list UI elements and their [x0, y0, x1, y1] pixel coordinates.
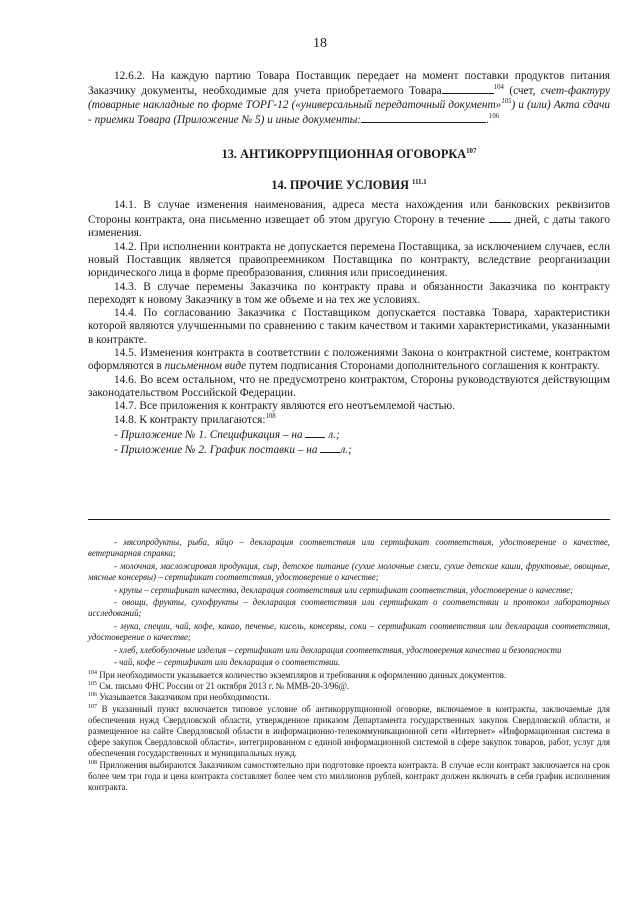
clause-14-5-end: путем подписания Сторонами дополнительного соглашения к контракту.: [249, 360, 600, 373]
attachment-1-suffix: л.;: [328, 428, 340, 441]
attachment-1-label: - Приложение № 1. Спецификация – на: [114, 428, 303, 441]
contract-body: [88, 70, 610, 457]
section-14-title: 14. ПРОЧИЕ УСЛОВИЯ: [271, 178, 409, 193]
clause-14-3: 14.3. В случае перемены Заказчика по контракту права и обязанности Заказчика по контракту переходят к новому Заказчику в том же объеме и на тех же условиях.: [88, 280, 610, 306]
footnote-105: [88, 681, 610, 692]
clause-14-7: 14.7. Все приложения к контракту являются его неотъемлемой частью.: [114, 400, 456, 413]
footnote-number: 106: [88, 692, 97, 699]
footnote-ref-107: 107: [466, 148, 477, 156]
blank-line: [442, 83, 494, 94]
footnote-text: Указывается Заказчиком при необходимости.: [99, 692, 270, 703]
footnote-ref-108: 108: [265, 412, 276, 420]
footnote-ref-104: 104: [493, 84, 504, 92]
page-number: 18: [313, 36, 327, 51]
clause-14-2: 14.2. При исполнении контракта не допускается перемена Поставщика, за исключением случаев, если новый Поставщик является правопреемником Поставщика по контракту, вследствие реорганизации юридического лица в форме преобразования, слияния или присоединения.: [88, 240, 610, 280]
footnote-item: - мясопродукты, рыба, яйцо – декларация соответствия или сертификат соответствия, удостоверение о качестве, ветеринарная справка;: [88, 537, 610, 559]
clause-12-6-2-text: 12.6.2. На каждую партию Товара Поставщик передает на момент поставки продуктов питания Заказчику документы, необходимые для учета приобретаемого Товара: [88, 70, 610, 98]
section-13-heading: [88, 148, 610, 161]
clause-14-8-text: 14.8. К контракту прилагаются:: [114, 413, 266, 426]
clause-12-6-2-invoice: счет-фактуру (товарные накладные по форме ТОРГ-12 («универсальный передаточный документ»: [88, 85, 611, 111]
attachment-2: [88, 442, 610, 457]
clause-14-1: [88, 199, 610, 241]
footnote-item: - молочная, масложировая продукция, сыр, детское питание (сухие молочные смеси, сухие детские каши, фруктовые, овощные, мясные консервы) – сертификат соответствия, удостоверение о качестве;: [88, 560, 610, 582]
attachment-2-label: - Приложение № 2. График поставки – на: [114, 444, 318, 457]
clause-14-8: [88, 414, 610, 427]
blank-line: [361, 112, 486, 123]
clause-14-5-italic: письменном виде: [164, 360, 247, 373]
blank-line: [489, 212, 511, 223]
clause-14-6: 14.6. Во всем остальном, что не предусмотрено контрактом, Стороны руководствуются действующим законодательством Российской Федерации.: [88, 373, 610, 399]
footnote-107: [88, 704, 610, 760]
clause-12-6-2-act: ) и (или) Акта сдачи - приемки Товара (Приложение № 5) и иные документы:: [88, 98, 610, 126]
clause-14-4: 14.4. По согласованию Заказчика с Поставщиком допускается поставка Товара, характеристики которой являются улучшенными по сравнению с таким качеством и такими характеристиками, указанными в контракте.: [88, 307, 610, 346]
clause-12-6-2-docs: (счет,: [509, 85, 541, 98]
footnote-text: См. письмо ФНС России от 21 октября 2013 г. № ММВ-20-3/96@.: [99, 681, 350, 692]
section-14-heading: [88, 179, 610, 192]
footnote-number: 108: [88, 759, 97, 766]
footnote-text: При необходимости указывается количество экземпляров и требования к оформлению данных документов.: [99, 669, 507, 680]
footnote-ref-105: 105: [501, 97, 512, 105]
footnote-item: - крупы – сертификат качества, декларация соответствия или сертификат соответствия, удостоверение о качестве;: [114, 584, 574, 595]
clause-14-1-text: 14.1. В случае изменения наименования, адреса места нахождения или банковских реквизитов Стороны контракта, она письменно извещает об этом другую Сторону в течение: [88, 198, 610, 227]
footnote-number: 105: [88, 681, 97, 688]
blank-line: [320, 442, 340, 453]
section-13-title: 13. АНТИКОРРУПЦИОННАЯ ОГОВОРКА: [221, 147, 467, 162]
footnote-108: [88, 760, 610, 794]
footnote-ref-106: 106: [489, 113, 500, 121]
footnote-ref-111-1: 111.1: [412, 179, 427, 187]
footnote-number: 107: [88, 703, 97, 710]
footnote-item: - овощи, фрукты, сухофрукты – декларация соответствия или сертификат о соответствии и протокол лабораторных исследований;: [88, 597, 610, 619]
clause-12-6-2-end: .: [486, 113, 489, 126]
attachment-2-suffix: л.;: [340, 444, 352, 457]
clause-14-5: [88, 347, 610, 374]
clause-14-1-end: дней, с даты такого изменения.: [88, 214, 610, 240]
footnote-text: В указанный пункт включается типовое условие об антикоррупционной оговорке, включаемое в контракты, заключаемые для обеспечения нужд Свердловской области, утвержденное приказом Департамента государственных закупок Свердловской области, и размещенное на сайте Свердловской области в информационно-телекоммуникационной сети «Интернет» «Информационная система в сфере закупок Свердловской области», интегрированном с единой информационной системой в сфере закупок товаров, работ, услуг для обеспечения государственных и муниципальных нужд.: [88, 703, 610, 759]
clause-12-6-2: [88, 70, 610, 127]
footnote-item: - хлеб, хлебобулочные изделия – сертификат или декларация соответствия, удостоверения качества и безопасности: [114, 644, 562, 655]
footnote-104: [88, 670, 610, 681]
clause-14-5-text: 14.5. Изменения контракта в соответствии с положениями Закона о контрактной системе, контрактом оформляются в: [88, 347, 610, 373]
footnote-text: Приложения выбираются Заказчиком самостоятельно при подготовке проекта контракта. В случае если контракт заключается на срок более чем три года и цена контракта составляет более чем сто миллионов рублей, контракт должен включать в себя график исполнения контракта.: [88, 759, 610, 792]
footnotes: [88, 537, 610, 793]
attachment-1: [88, 427, 610, 442]
footnote-separator: [88, 519, 610, 520]
footnote-item: - чай, кофе – сертификат или декларация о соответствии.: [114, 657, 341, 668]
footnote-item: - мука, специи, чай, кофе, какао, печенье, кисель, консервы, соки – сертификат соответствия или декларация соответствия, удостоверение о качестве;: [88, 620, 610, 643]
blank-line: [305, 427, 325, 438]
footnote-number: 104: [88, 670, 97, 676]
footnote-106: [88, 692, 610, 703]
